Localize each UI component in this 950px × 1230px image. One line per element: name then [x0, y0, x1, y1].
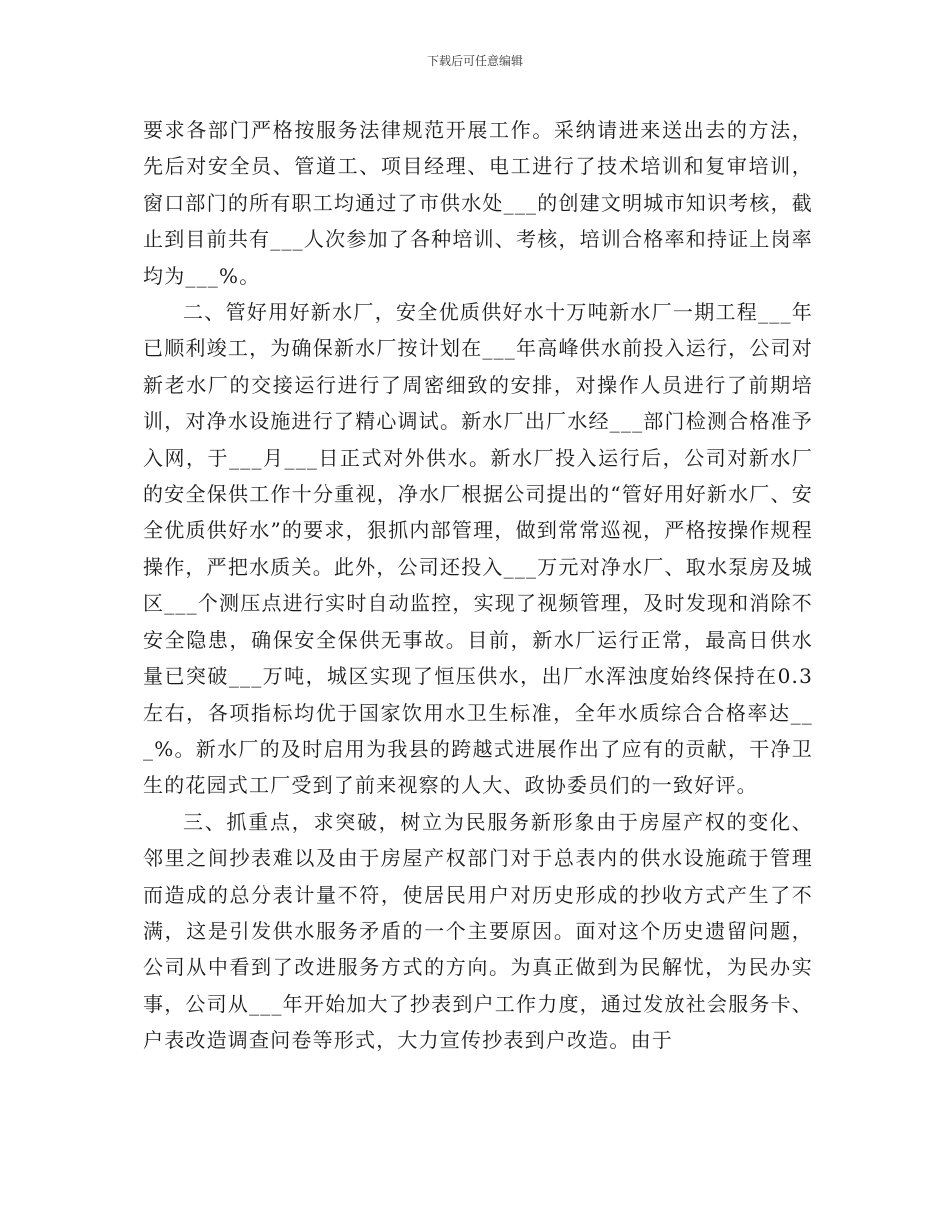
page-header: 下载后可任意编辑 — [426, 54, 523, 68]
document-body — [143, 112, 813, 1059]
paragraph-1: 要求各部门严格按服务法律规范开展工作。采纳请进来送出去的方法，先后对安全员、管道工、项目经理、电工进行了技术培训和复审培训，窗口部门的所有职工均通过了市供水处___的创建文明城市知识考核，截止到目前共有___人次参加了各种培训、考核，培训合格率和持证上岗率均为___%。 — [143, 118, 813, 288]
paragraph-3: 三、抓重点，求突破，树立为民服务新形象由于房屋产权的变化、邻里之间抄表难以及由于房屋产权部门对于总表内的供水设施疏于管理而造成的总分表计量不符，使居民用户对历史形成的抄收方式产生了不满，这是引发供水服务矛盾的一个主要原因。面对这个历史遗留问题，公司从中看到了改进服务方式的方向。为真正做到为民解忧，为民办实事，公司从___年开始加大了抄表到户工作力度，通过发放社会服务卡、户表改造调查问卷等形式，大力宣传抄表到户改造。由于 — [143, 809, 813, 1053]
paragraph-2: 二、管好用好新水厂，安全优质供好水十万吨新水厂一期工程___年已顺利竣工，为确保新水厂按计划在___年高峰供水前投入运行，公司对新老水厂的交接运行进行了周密细致的安排，对操作人员进行了前期培训，对净水设施进行了精心调试。新水厂出厂水经___部门检测合格准予入网，于___月___日正式对外供水。新水厂投入运行后，公司对新水厂的安全保供工作十分重视，净水厂根据公司提出的“管好用好新水厂、安全优质供好水”的要求，狠抓内部管理，做到常常巡视，严格按操作规程操作，严把水质关。此外，公司还投入___万元对净水厂、取水泵房及城区___个测压点进行实时自动监控，实现了视频管理，及时发现和消除不安全隐患，确保安全保供无事故。目前，新水厂运行正常，最高日供水量已突破___万吨，城区实现了恒压供水，出厂水浑浊度始终保持在0.3左右，各项指标均优于国家饮用水卫生标准，全年水质综合合格率达___%。新水厂的及时启用为我县的跨越式进展作出了应有的贡献，干净卫生的花园式工厂受到了前来视察的人大、政协委员们的一致好评。 — [143, 300, 813, 798]
